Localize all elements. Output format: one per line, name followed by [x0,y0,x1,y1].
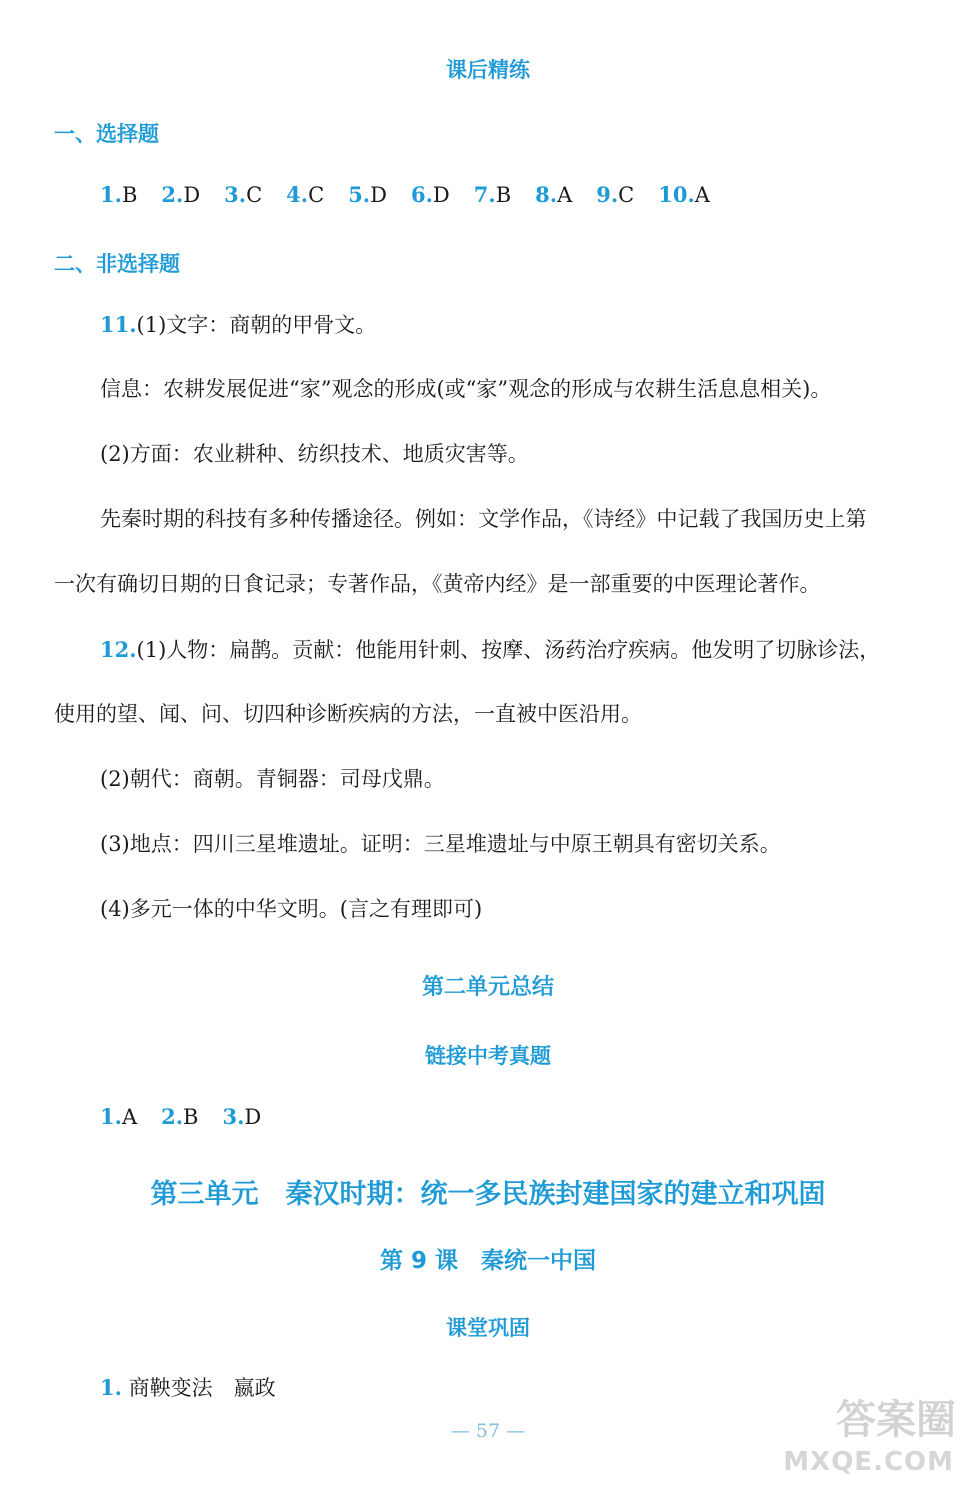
classroom-consolidation-title: 课堂巩固 [446,1316,530,1340]
mc-answer-10 [658,183,710,207]
mc-answer-8 [535,183,572,207]
mc-answer-letter: A [694,183,710,207]
part2-heading: 二、非选择题 [54,252,180,276]
mc-answer-letter: D [432,183,450,207]
unit3-q1-number: 1. [100,1375,122,1400]
q12-line3: (2)朝代：商朝。青铜器：司母戊鼎。 [100,767,445,791]
unit2-answer-number: 1. [100,1104,122,1129]
unit2-answers-row [100,1106,261,1128]
mc-answers-row [100,184,710,206]
unit2-answer-letter: D [244,1105,262,1129]
mc-answer-number: 5. [348,182,371,207]
mc-answer-letter: D [183,183,201,207]
mc-answer-number: 3. [224,182,247,207]
mc-answer-letter: A [557,183,573,207]
unit2-answer-number: 2. [161,1104,184,1129]
unit3-q1: 1. 商鞅变法 嬴政 [100,1375,276,1400]
unit3-title: 第三单元 秦汉时期：统一多民族封建国家的建立和巩固 [150,1179,826,1210]
mc-answer-letter: D [370,183,387,207]
mc-answer-number: 7. [473,182,496,207]
mc-answer-4 [286,183,324,207]
part1-heading: 一、选择题 [54,122,159,146]
mc-answer-1 [100,183,137,207]
mc-answer-letter: C [308,183,325,207]
q12-line5: (4)多元一体的中华文明。(言之有理即可) [100,897,483,921]
lesson-title: 第 9 课 秦统一中国 [379,1248,597,1274]
mc-answer-letter: B [495,183,512,207]
q12-line4: (3)地点：四川三星堆遗址。证明：三星堆遗址与中原王朝具有密切关系。 [100,832,781,856]
mc-answer-2 [161,183,200,207]
unit2-answer-letter: A [121,1105,138,1129]
mc-answer-6 [411,183,450,207]
mc-answer-letter: B [121,183,138,207]
mc-answer-number: 2. [161,182,184,207]
unit2-answer-3 [222,1105,261,1129]
mc-answer-7 [474,183,511,207]
mc-answer-number: 9. [596,182,619,207]
watermark-logo [783,1397,968,1485]
unit2-answer-1 [100,1105,137,1129]
unit2-answer-letter: B [183,1105,199,1129]
mc-answer-letter: C [246,183,263,207]
mc-answer-3 [224,183,262,207]
unit2-title: 第二单元总结 [421,975,554,1000]
q12-line2: 使用的望、闻、问、切四种诊断疾病的方法，一直被中医沿用。 [54,702,642,726]
q11-number: 11. [100,312,137,337]
q11-line3: (2)方面：农业耕种、纺织技术、地质灾害等。 [100,442,529,466]
unit2-answer-number: 3. [222,1104,245,1129]
q11-line2: 信息：农耕发展促进“家”观念的形成(或“家”观念的形成与农耕生活息息相关)。 [100,377,832,401]
mc-answer-letter: C [618,183,635,207]
mc-answer-number: 1. [100,182,122,207]
unit2-answer-2 [161,1105,198,1129]
watermark-text: 答案圈 [836,1397,956,1443]
q12-number: 12. [100,637,137,662]
q11-line4: 先秦时期的科技有多种传播途径。例如：文学作品，《诗经》中记载了我国历史上第 [100,507,867,531]
unit2-subtitle: 链接中考真题 [425,1044,551,1068]
mc-answer-number: 6. [410,182,433,207]
page-number: — 57 — [450,1420,526,1442]
watermark-url: MXQE.COM [783,1447,954,1477]
mc-answer-5 [348,183,387,207]
mc-answer-number: 8. [535,182,558,207]
mc-answer-9 [596,183,634,207]
q11-line5: 一次有确切日期的日食记录；专著作品，《黄帝内经》是一部重要的中医理论著作。 [54,572,821,596]
q12-line1: 12.(1)人物：扁鹊。贡献：他能用针刺、按摩、汤药治疗疾病。他发明了切脉诊法， [100,637,881,662]
mc-answer-number: 4. [286,182,309,207]
mc-answer-number: 10. [658,182,695,207]
section-title-after-class: 课后精练 [446,58,530,82]
q11-line1: 11.(1)文字：商朝的甲骨文。 [100,312,377,337]
